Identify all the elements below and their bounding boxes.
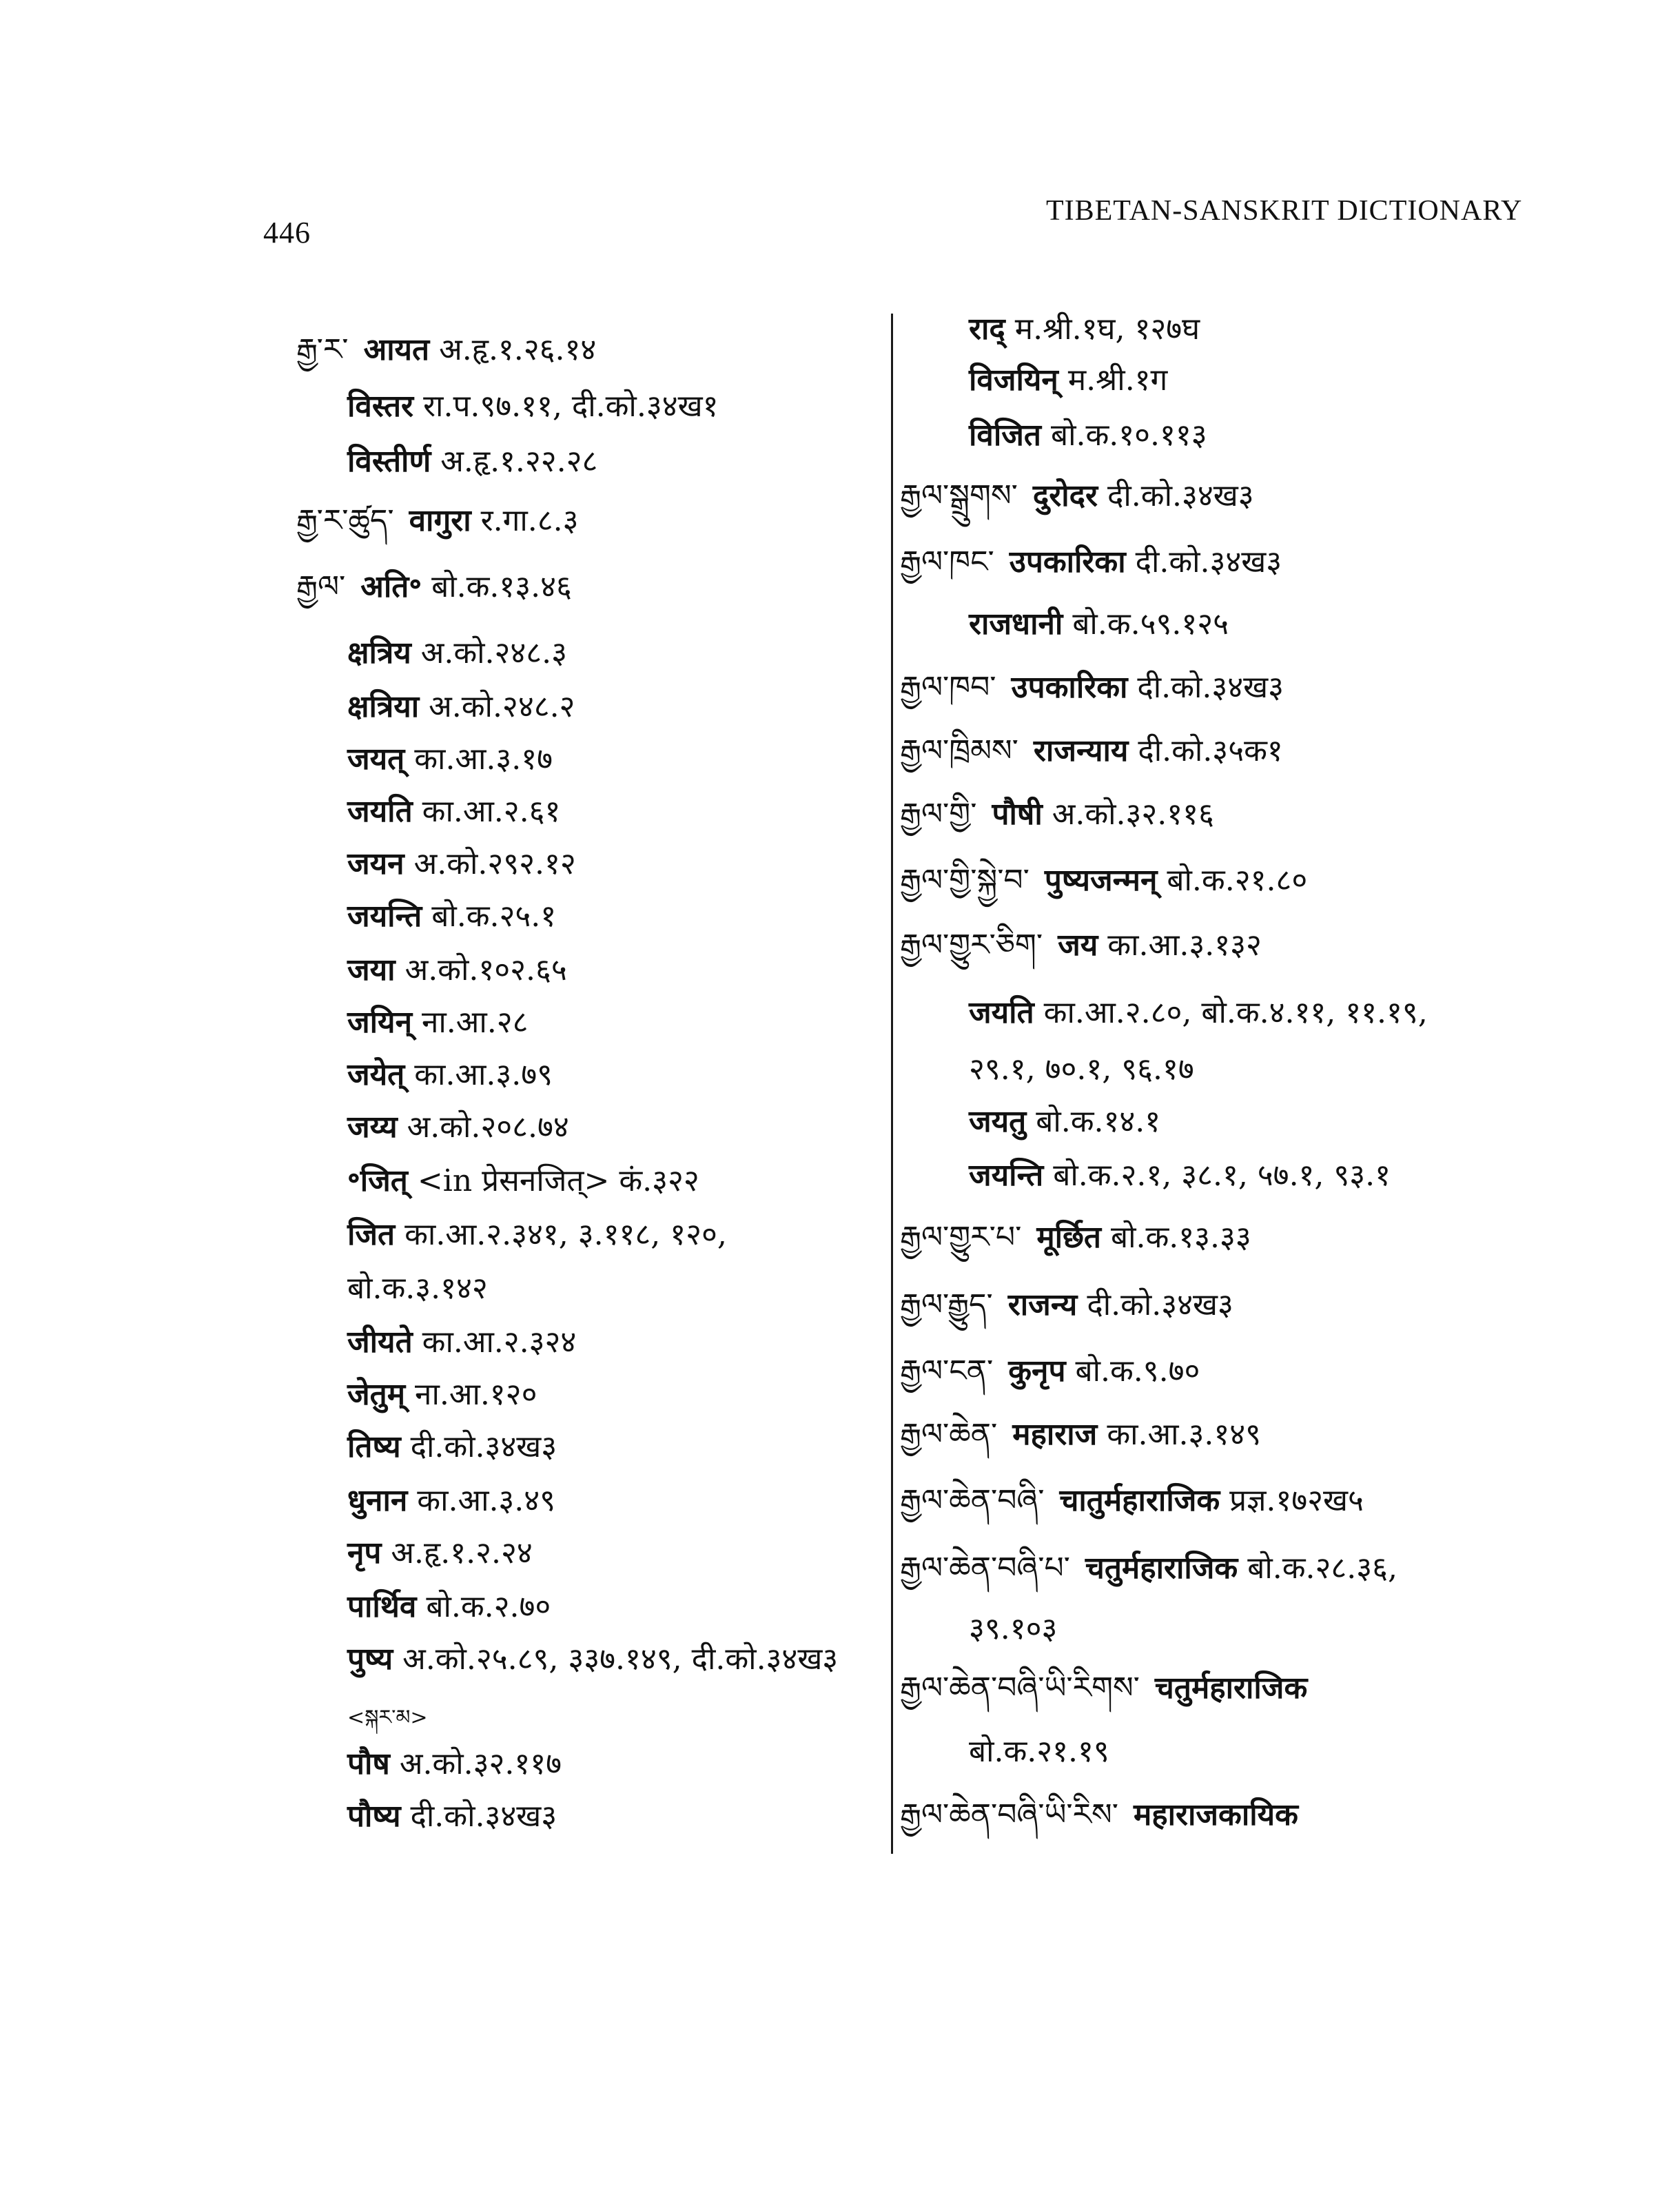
left-entry	[347, 1214, 727, 1256]
left-entry	[347, 739, 553, 780]
source-reference: दी.को.३४ख३	[1107, 478, 1254, 513]
source-reference: बो.क.२१.८०	[1167, 863, 1308, 898]
sanskrit-equivalent: चतुर्महाराजिक	[1154, 1670, 1308, 1706]
source-reference: अ.को.१०२.६५	[404, 952, 567, 988]
left-entry	[347, 686, 575, 728]
right-entry	[900, 542, 1282, 583]
source-reference: का.आ.२.६१	[422, 794, 561, 829]
right-entry	[900, 794, 1214, 835]
sanskrit-equivalent: जयन	[347, 846, 404, 881]
left-entry	[347, 1107, 569, 1148]
sanskrit-equivalent: महाराज	[1012, 1417, 1098, 1452]
source-reference: ना.आ.१२०	[415, 1377, 537, 1412]
sanskrit-equivalent: विस्तर	[347, 389, 414, 424]
source-reference: का.आ.३.१३२	[1107, 928, 1262, 963]
right-entry	[900, 1480, 1364, 1522]
source-reference: अ.को.२५.८९, ३३७.१४९, दी.को.३४ख३	[402, 1642, 839, 1677]
left-entry	[347, 386, 718, 427]
left-entry	[347, 1161, 699, 1202]
sanskrit-equivalent: जयति	[969, 995, 1034, 1030]
sanskrit-equivalent: पौषी	[992, 797, 1043, 832]
right-entry	[900, 1414, 1261, 1455]
source-reference: अ.को.२४८.३	[420, 635, 568, 671]
source-reference: अ.को.३२.११६	[1052, 797, 1214, 832]
tibetan-headword: རྒྱལ་ཁབ་	[900, 670, 996, 705]
source-reference: प्रज्ञ.१७२ख५	[1229, 1483, 1364, 1518]
sanskrit-equivalent: मूर्छित	[1036, 1220, 1101, 1255]
sanskrit-equivalent: चतुर्महाराजिक	[1085, 1551, 1238, 1586]
source-reference: बो.क.१३.३३	[1111, 1220, 1251, 1255]
tibetan-headword: རྒྱལ་ཆེན་	[900, 1417, 998, 1452]
right-entry	[969, 1101, 1160, 1143]
right-entry	[900, 1217, 1251, 1258]
left-entry	[347, 1694, 428, 1739]
source-reference: दी.को.३५क१	[1138, 733, 1283, 768]
right-entry	[900, 925, 1262, 966]
source-reference: का.आ.२.८०, बो.क.४.११, ११.१९,	[1043, 995, 1428, 1030]
sanskrit-equivalent: जयेत्	[347, 1057, 405, 1092]
tibetan-headword: རྒྱལ་	[296, 569, 346, 604]
source-reference: अ.हृ.१.२२.२८	[440, 444, 598, 479]
sanskrit-equivalent: जयन्ति	[969, 1158, 1044, 1193]
left-entry	[347, 633, 567, 674]
right-entry	[969, 360, 1167, 401]
source-reference: बो.क.१०.११३	[1050, 418, 1207, 453]
left-entry	[296, 500, 579, 542]
sanskrit-equivalent: उपकारिका	[1011, 670, 1128, 705]
sanskrit-equivalent: राजन्य	[1007, 1287, 1078, 1322]
left-entry	[347, 1639, 838, 1680]
sanskrit-equivalent: जयति	[347, 794, 413, 829]
right-entry	[969, 992, 1428, 1034]
sanskrit-equivalent: ॰जित्	[347, 1163, 408, 1198]
tibetan-headword: རྒྱལ་ཆེན་བཞི་ཡི་རིགས་	[900, 1670, 1140, 1706]
source-reference: दी.को.३४ख३	[410, 1799, 557, 1834]
left-entry	[347, 1796, 557, 1837]
sanskrit-equivalent: चातुर्महाराजिक	[1059, 1483, 1220, 1518]
right-entry	[900, 476, 1254, 517]
tibetan-headword: རྒྱལ་སྒྲུགས་	[900, 478, 1018, 513]
left-entry	[347, 1586, 551, 1628]
sanskrit-equivalent: विस्तीर्ण	[347, 444, 431, 479]
sanskrit-equivalent: विजयिन्	[969, 362, 1058, 398]
source-reference: अ.हृ.१.२.२४	[391, 1535, 533, 1571]
sanskrit-equivalent: नृप	[347, 1535, 382, 1571]
sanskrit-equivalent: पौष्य	[347, 1799, 401, 1834]
source-reference: अ.को.३२.११७	[399, 1746, 562, 1781]
source-reference: बो.क.२१.१९	[969, 1734, 1109, 1769]
sanskrit-equivalent: पुष्यजन्मन्	[1044, 863, 1158, 898]
right-entry	[969, 1155, 1391, 1196]
sanskrit-equivalent: राद्	[969, 311, 1005, 347]
right-entry	[969, 415, 1207, 456]
right-entry	[900, 1285, 1233, 1326]
right-entry	[969, 604, 1229, 645]
sanskrit-equivalent: जित	[347, 1217, 396, 1252]
left-entry	[347, 1533, 533, 1574]
left-entry	[296, 329, 596, 371]
sanskrit-equivalent: पुष्य	[347, 1642, 393, 1677]
source-reference: बो.क.३.१४२	[347, 1271, 488, 1306]
sanskrit-equivalent: जीयते	[347, 1325, 413, 1360]
tibetan-headword: རྒྱལ་ངན་	[900, 1353, 994, 1389]
right-entry	[900, 860, 1307, 901]
left-entry	[347, 1480, 555, 1522]
source-reference: का.आ.३.१४९	[1107, 1417, 1261, 1452]
source-reference: ना.आ.२८	[421, 1005, 529, 1040]
source-reference: का.आ.२.३४१, ३.११८, १२०,	[404, 1217, 727, 1252]
sanskrit-equivalent: कुनृप	[1008, 1353, 1066, 1389]
left-entry	[347, 441, 597, 482]
sanskrit-equivalent: क्षत्रिय	[347, 635, 411, 671]
source-reference: बो.क.२.७०	[426, 1589, 551, 1624]
left-entry	[347, 844, 576, 885]
source-reference: २९.१, ७०.१, ९६.१७	[969, 1052, 1194, 1087]
source-reference: बो.क.२.१, ३८.१, ५७.१, ९३.१	[1053, 1158, 1391, 1193]
source-reference: का.आ.३.१७	[414, 742, 553, 777]
left-entry	[347, 950, 567, 991]
source-reference: अ.को.२०८.७४	[407, 1110, 569, 1145]
source-reference: म.श्री.१ग	[1067, 362, 1168, 398]
sanskrit-equivalent: जयतु	[969, 1104, 1027, 1139]
sanskrit-equivalent: आयत	[363, 332, 430, 367]
sanskrit-equivalent: जयिन्	[347, 1005, 412, 1040]
source-reference: दी.को.३४ख३	[1087, 1287, 1233, 1322]
source-reference: रा.प.९७.११, दी.को.३४ख१	[423, 389, 719, 424]
tibetan-headword: རྒྱ་ར་	[296, 332, 349, 367]
left-entry	[347, 791, 560, 832]
sanskrit-equivalent: जेतुम्	[347, 1377, 406, 1412]
right-entry	[969, 309, 1200, 350]
left-entry	[347, 1744, 562, 1785]
sanskrit-equivalent: जयन्ति	[347, 899, 422, 934]
left-entry	[296, 566, 572, 608]
running-head: TIBETAN-SANSKRIT DICTIONARY	[1046, 195, 1523, 227]
sanskrit-equivalent: जय	[1058, 928, 1098, 963]
source-reference: का.आ.३.७९	[414, 1057, 553, 1092]
tibetan-headword: རྒྱལ་ཁྲིམས་	[900, 733, 1018, 768]
source-reference: का.आ.३.४९	[417, 1483, 556, 1518]
sanskrit-equivalent: धुनान	[347, 1483, 408, 1518]
source-reference: अ.हृ.१.२६.१४	[439, 332, 597, 367]
tibetan-headword: རྒྱལ་གྱི་	[900, 797, 977, 832]
source-reference: बो.क.२८.३६,	[1247, 1551, 1397, 1586]
right-entry	[900, 1795, 1308, 1836]
right-entry	[900, 667, 1284, 708]
left-entry	[347, 1268, 488, 1309]
sanskrit-equivalent: राजन्याय	[1033, 733, 1129, 768]
source-reference: अ.को.२९२.१२	[413, 846, 576, 881]
tibetan-headword: རྒྱལ་ཆེན་བཞི་	[900, 1483, 1045, 1518]
tibetan-headword: རྒྱལ་ཆེན་བཞི་པ་	[900, 1551, 1070, 1586]
left-entry	[347, 1002, 529, 1043]
source-reference: अ.को.२४८.२	[429, 689, 575, 724]
source-reference: का.आ.२.३२४	[422, 1325, 577, 1360]
source-reference: ३९.१०३	[969, 1611, 1058, 1646]
tibetan-headword: རྒྱལ་གྱུར་ཅིག་	[900, 928, 1043, 963]
column-divider	[891, 314, 893, 1854]
right-entry	[900, 1351, 1200, 1392]
tibetan-headword: རྒྱལ་རྒྱུད་	[900, 1287, 993, 1322]
sanskrit-equivalent: पार्थिव	[347, 1589, 417, 1624]
sanskrit-equivalent: उपकारिका	[1009, 544, 1126, 580]
right-entry	[900, 1548, 1397, 1589]
tibetan-headword: རྒྱལ་གྱི་སྐྱེ་བ་	[900, 863, 1029, 898]
sanskrit-equivalent: विजित	[969, 418, 1041, 453]
tibetan-headword: རྒྱ་ར་ཚུད་	[296, 503, 394, 538]
source-reference: दी.को.३४ख३	[1135, 544, 1282, 580]
sanskrit-equivalent: वागुरा	[409, 503, 471, 538]
page-number: 446	[263, 216, 311, 249]
sanskrit-equivalent: दुरोदर	[1032, 478, 1098, 513]
sanskrit-equivalent: महाराजकायिक	[1133, 1797, 1298, 1832]
left-entry	[347, 1054, 553, 1096]
right-entry	[900, 730, 1283, 772]
sanskrit-equivalent: अति॰	[360, 569, 422, 604]
left-entry	[347, 1322, 576, 1363]
sanskrit-equivalent: जय्य	[347, 1110, 398, 1145]
left-entry	[347, 1427, 557, 1468]
right-entry	[900, 1668, 1317, 1709]
tibetan-headword: རྒྱལ་ཆེན་བཞི་ཡི་རིས་	[900, 1797, 1118, 1832]
right-entry	[969, 1049, 1194, 1090]
source-reference: <in प्रेसनजित्> कं.३२२	[417, 1163, 699, 1198]
source-reference: <སྐར་མ>	[347, 1706, 428, 1730]
source-reference: बो.क.२५.१	[431, 899, 557, 934]
source-reference: दी.को.३४ख३	[410, 1429, 557, 1464]
right-entry	[969, 1608, 1057, 1650]
left-entry	[347, 1374, 537, 1416]
sanskrit-equivalent: जया	[347, 952, 396, 988]
source-reference: बो.क.५९.१२५	[1072, 606, 1229, 642]
sanskrit-equivalent: जयत्	[347, 742, 405, 777]
source-reference: बो.क.९.७०	[1075, 1353, 1200, 1389]
left-entry	[347, 896, 556, 937]
source-reference: म.श्री.१घ, १२७घ	[1014, 311, 1200, 347]
tibetan-headword: རྒྱལ་གྱུར་པ་	[900, 1220, 1022, 1255]
sanskrit-equivalent: तिष्य	[347, 1429, 401, 1464]
source-reference: र.गा.८.३	[480, 503, 579, 538]
source-reference: दी.को.३४ख३	[1137, 670, 1284, 705]
sanskrit-equivalent: क्षत्रिया	[347, 689, 420, 724]
sanskrit-equivalent: राजधानी	[969, 606, 1063, 642]
tibetan-headword: རྒྱལ་ཁང་	[900, 544, 994, 580]
sanskrit-equivalent: पौष	[347, 1746, 390, 1781]
source-reference: बो.क.१४.१	[1036, 1104, 1161, 1139]
right-entry	[969, 1731, 1109, 1772]
source-reference: बो.क.१३.४६	[431, 569, 572, 604]
